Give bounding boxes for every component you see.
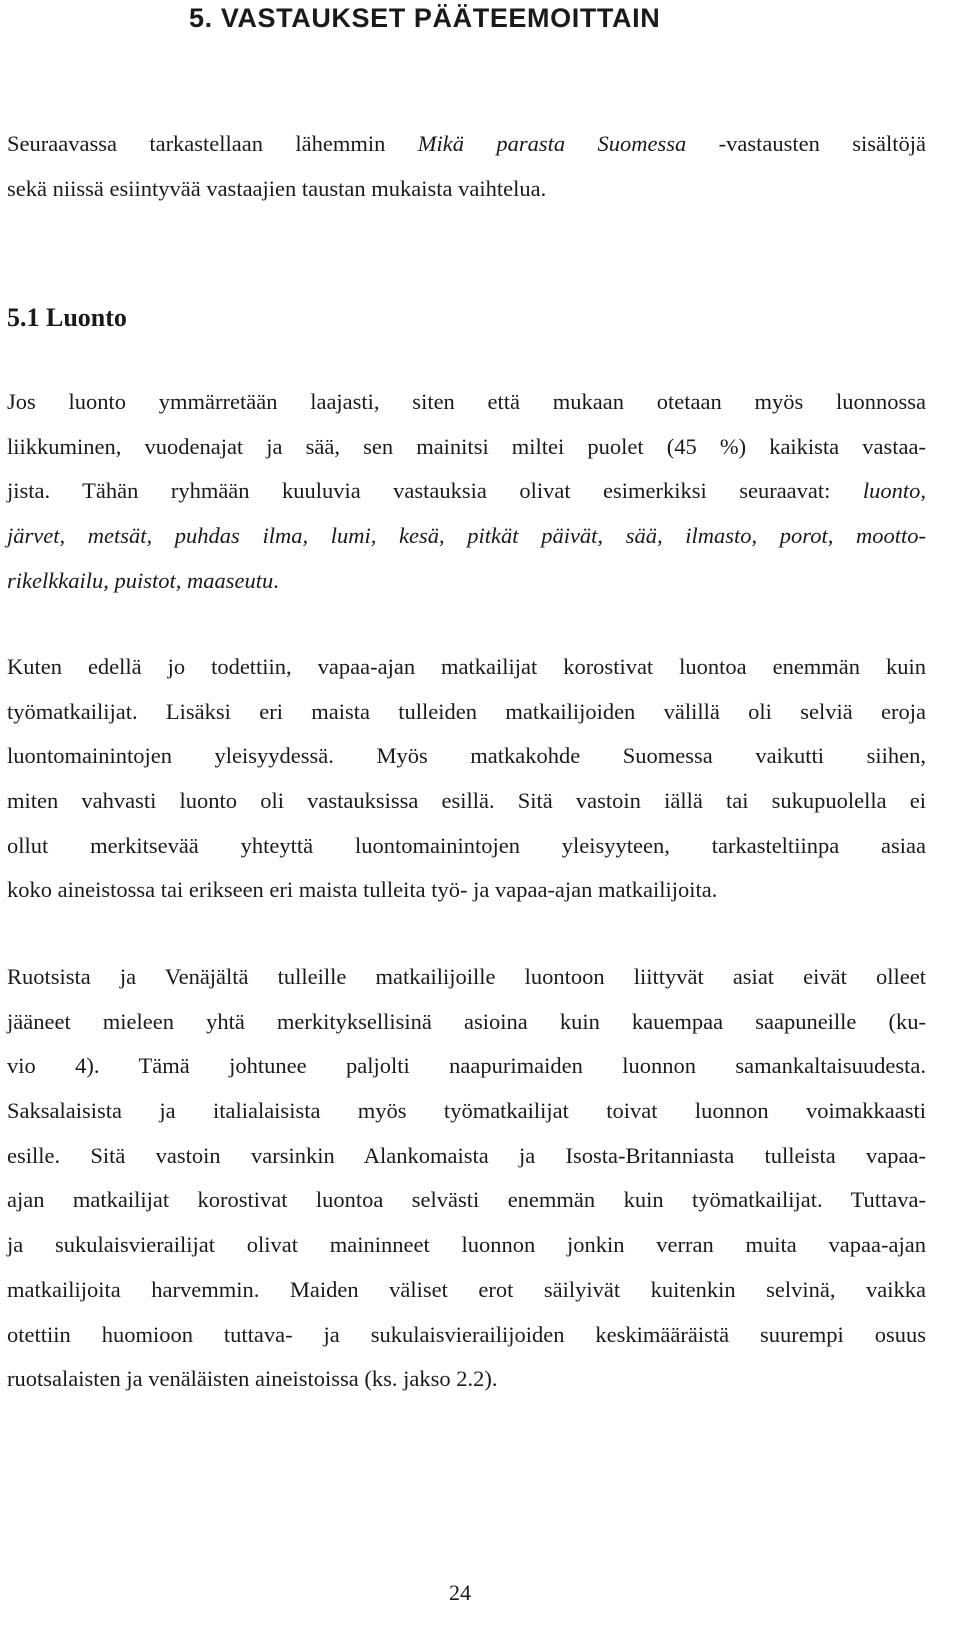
text-span: ollut merkitsevää yhteyttä luontomainintojen yleisyyteen, tarkasteltiinpa asiaa	[7, 832, 926, 858]
text-line	[7, 1044, 926, 1089]
text-line	[7, 1357, 926, 1402]
section-heading: 5.1 Luonto	[7, 303, 127, 332]
text-line	[7, 779, 926, 824]
text-line	[7, 1178, 926, 1223]
text-line	[7, 1134, 926, 1179]
page-number: 24	[449, 1580, 471, 1605]
text-span: liikkuminen, vuodenajat ja sää, sen mainitsi miltei puolet (45 %) kaikista vastaa-	[7, 433, 926, 459]
text-line	[7, 1223, 926, 1268]
text-line	[7, 469, 926, 514]
paragraph-1	[7, 380, 926, 603]
chapter-heading: 5. VASTAUKSET PÄÄTEEMOITTAIN	[189, 3, 661, 33]
text-line	[7, 1313, 926, 1358]
text-line	[7, 868, 926, 913]
text-span: ja sukulaisvierailijat olivat maininneet luonnon jonkin verran muita vapaa-ajan	[7, 1232, 926, 1258]
text-span: miten vahvasti luonto oli vastauksissa esillä. Sitä vastoin iällä tai sukupuolella ei	[7, 788, 926, 814]
text-line	[7, 559, 926, 604]
text-line	[7, 122, 926, 167]
text-span: .	[273, 567, 279, 593]
text-line	[7, 425, 926, 470]
text-span: otettiin huomioon tuttava- ja sukulaisvierailijoiden keskimääräistä suurempi osuus	[7, 1321, 926, 1347]
text-span: jääneet mieleen yhtä merkityksellisinä asioina kuin kauempaa saapuneille (ku-	[7, 1008, 926, 1034]
text-span: ajan matkailijat korostivat luontoa selvästi enemmän kuin työmatkailijat. Tuttava-	[7, 1187, 926, 1213]
text-line	[7, 690, 926, 735]
text-span: Kuten edellä jo todettiin, vapaa-ajan matkailijat korostivat luontoa enemmän kuin	[7, 654, 926, 679]
text-span: vio 4). Tämä johtunee paljolti naapurimaiden luonnon samankaltaisuudesta.	[7, 1053, 926, 1079]
text-span: Ruotsista ja Venäjältä tulleille matkailijoille luontoon liittyvät asiat eivät olleet	[7, 964, 926, 989]
paragraph-2	[7, 645, 926, 913]
text-line	[7, 167, 926, 212]
text-span: sekä niissä esiintyvää vastaajien taustan mukaista vaihtelua.	[7, 175, 547, 201]
text-span: Seuraavassa tarkastellaan lähemmin	[7, 131, 418, 156]
text-span: jista. Tähän ryhmään kuuluvia vastauksia olivat esimerkiksi seuraavat:	[7, 478, 863, 504]
text-span: luontomainintojen yleisyydessä. Myös matkakohde Suomessa vaikutti siihen,	[7, 743, 926, 769]
text-span: työmatkailijat. Lisäksi eri maista tulleiden matkailijoiden välillä oli selviä eroja	[7, 698, 926, 724]
text-line	[7, 514, 926, 559]
text-line	[7, 645, 926, 690]
text-span: koko aineistossa tai erikseen eri maista tulleita työ- ja vapaa-ajan matkailijoita.	[7, 877, 718, 903]
paragraph-3	[7, 955, 926, 1402]
example-list: järvet, metsät, puhdas ilma, lumi, kesä, pitkät päivät, sää, ilmasto, porot, mootto-	[7, 523, 926, 549]
text-span: esille. Sitä vastoin varsinkin Alankomaista ja Isosta-Britanniasta tulleista vapaa-	[7, 1142, 926, 1168]
text-line	[7, 734, 926, 779]
text-span: -vastausten sisältöjä	[686, 131, 926, 156]
example-list: rikelkkailu, puistot, maaseutu	[7, 567, 274, 593]
text-line	[7, 1089, 926, 1134]
text-span: matkailijoita harvemmin. Maiden väliset erot säilyivät kuitenkin selvinä, vaikka	[7, 1276, 926, 1302]
text-span: ruotsalaisten ja venäläisten aineistoissa (ks. jakso 2.2).	[7, 1366, 498, 1392]
text-line	[7, 1000, 926, 1045]
example-list: luonto,	[862, 478, 926, 504]
text-line	[7, 1268, 926, 1313]
text-line	[7, 955, 926, 1000]
text-span: Saksalaisista ja italialaisista myös työmatkailijat toivat luonnon voimakkaasti	[7, 1098, 926, 1124]
text-line	[7, 824, 926, 869]
intro-paragraph	[7, 122, 926, 211]
publication-title: Mikä parasta Suomessa	[417, 131, 687, 156]
text-line	[7, 380, 926, 425]
text-span: Jos luonto ymmärretään laajasti, siten että mukaan otetaan myös luonnossa	[7, 389, 926, 414]
